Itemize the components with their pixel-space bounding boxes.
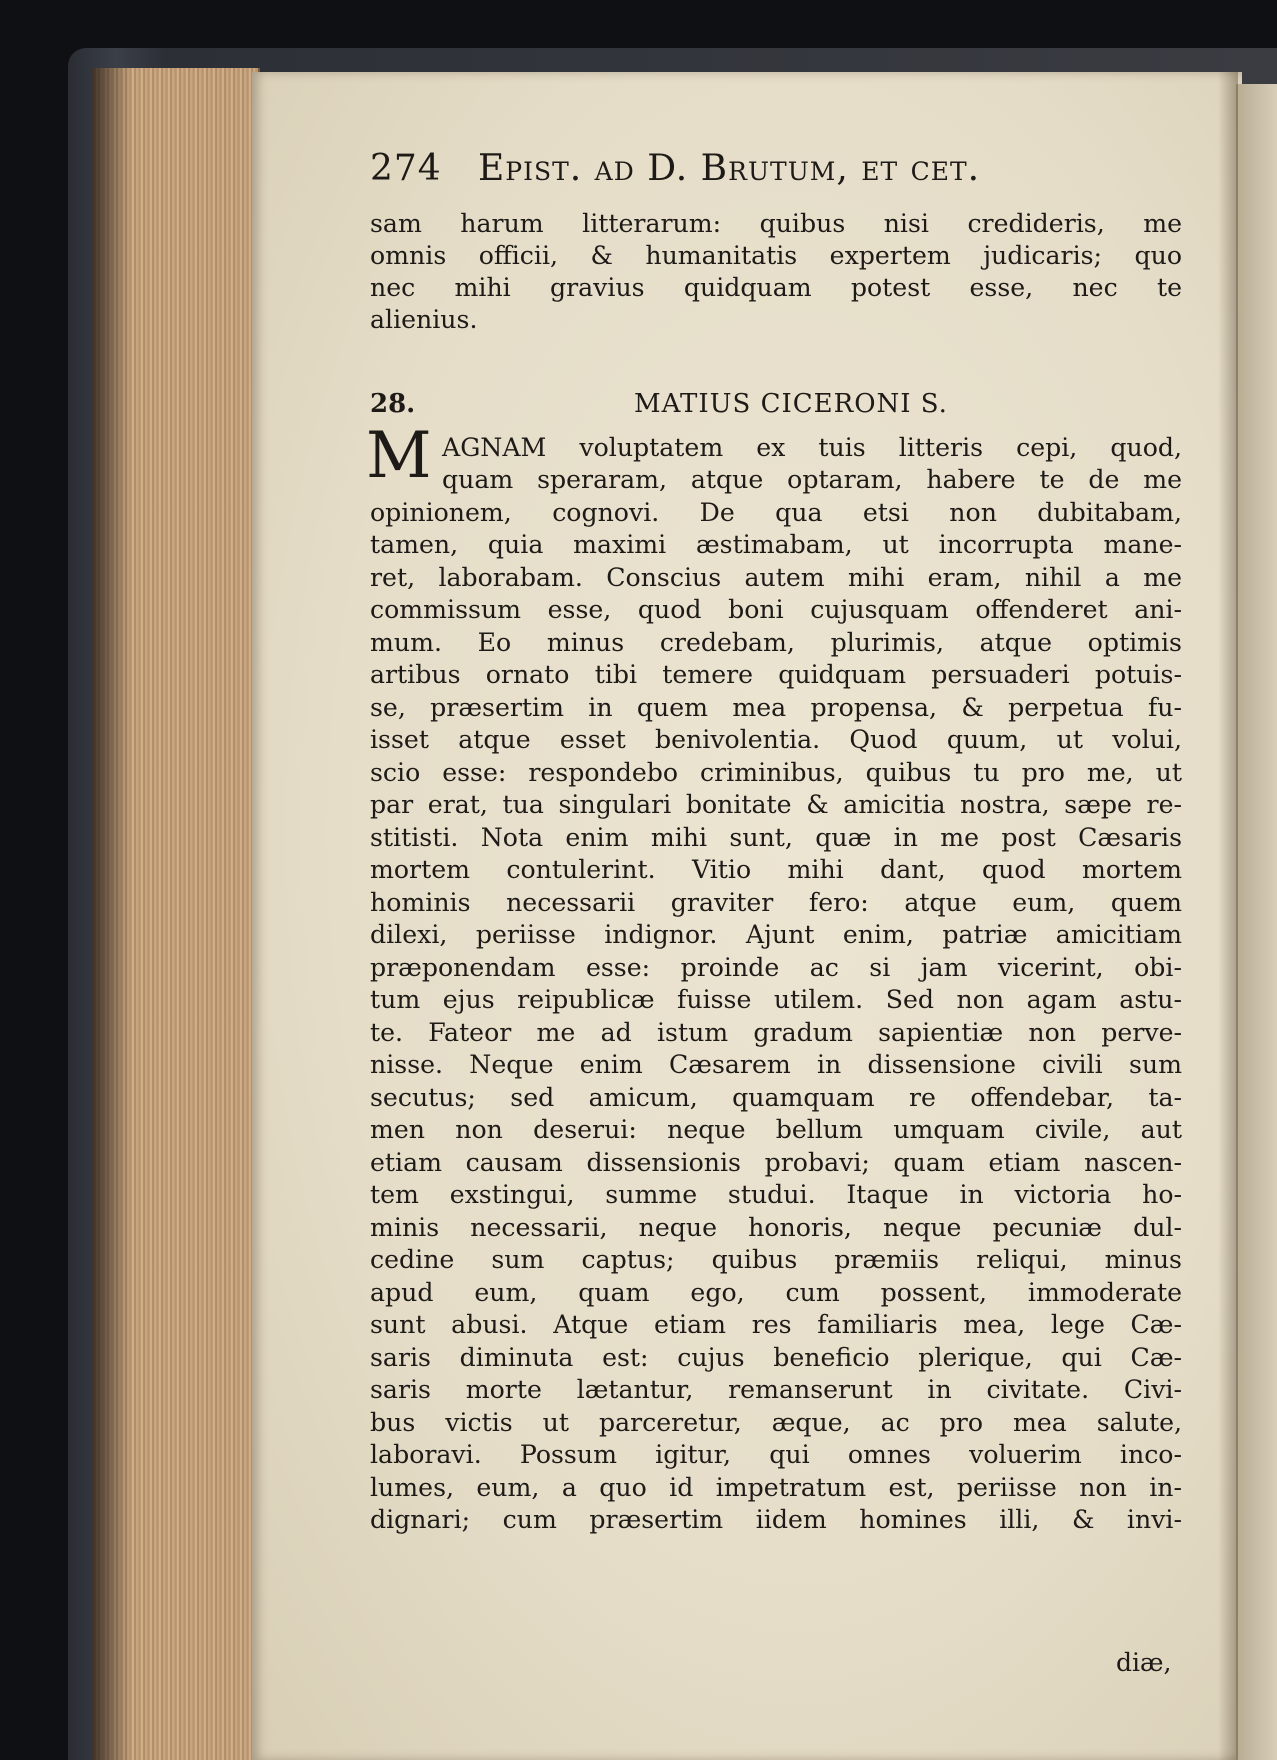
text-line: præponendam esse: proinde ac si jam vicerint, obi- — [370, 952, 1182, 982]
text-line: commissum esse, quod boni cujusquam offenderet ani- — [370, 595, 1182, 624]
text-line: etiam causam dissensionis probavi; quam etiam nascen- — [370, 1147, 1182, 1177]
page-number: 274 — [370, 148, 442, 189]
letter-heading — [370, 386, 1182, 422]
letter-first-line: AGNAM voluptatem ex tuis litteris cepi, quod, — [442, 433, 1182, 462]
text-line: apud eum, quam ego, cum possent, immoderate — [370, 1277, 1182, 1307]
text-line: se, præsertim in quem mea propensa, & perpetua fu- — [370, 692, 1182, 722]
text-line: stitisti. Nota enim mihi sunt, quæ in me post Cæsaris — [370, 822, 1182, 852]
text-line: bus victis ut parceretur, æque, ac pro mea salute, — [370, 1407, 1182, 1437]
text-line: saris morte lætantur, remanserunt in civitate. Civi- — [370, 1375, 1182, 1404]
text-line: cedine sum captus; quibus præmiis reliqui, minus — [370, 1245, 1182, 1274]
text-line: sunt abusi. Atque etiam res familiaris mea, lege Cæ- — [370, 1310, 1182, 1339]
text-line: isset atque esset benivolentia. Quod quum, ut volui, — [370, 725, 1182, 754]
text-line: artibus ornato tibi temere quidquam persuaderi potuis- — [370, 660, 1182, 689]
drop-capital: M — [366, 419, 432, 493]
running-title: Epist. ad D. Brutum, et cet. — [478, 148, 981, 189]
text-line: dilexi, periisse indignor. Ajunt enim, patriæ amicitiam — [370, 920, 1182, 949]
text-line: tem exstingui, summe studui. Itaque in victoria ho- — [370, 1180, 1182, 1209]
text-line: hominis necessarii graviter fero: atque eum, quem — [370, 887, 1182, 917]
text-line: nisse. Neque enim Cæsarem in dissensione civili sum — [370, 1050, 1182, 1079]
text-line: nec mihi gravius quidquam potest esse, nec te — [370, 273, 1182, 302]
facing-page — [1236, 84, 1277, 1760]
text-line: par erat, tua singulari bonitate & amicitia nostra, sæpe re- — [370, 790, 1182, 819]
text-line: scio esse: respondebo criminibus, quibus tu pro me, ut — [370, 757, 1182, 787]
letter-number: 28. — [370, 389, 416, 419]
letter-title: MATIUS CICERONI S. — [634, 389, 948, 419]
text-line: omnis officii, & humanitatis expertem judicaris; quo — [370, 241, 1182, 270]
text-line: dignari; cum præsertim iidem homines illi, & invi- — [370, 1505, 1182, 1534]
text-line: tum ejus reipublicæ fuisse utilem. Sed non agam astu- — [370, 985, 1182, 1014]
text-line: tamen, quia maximi æstimabam, ut incorrupta mane- — [370, 530, 1182, 559]
text-line: secutus; sed amicum, quamquam re offendebar, ta- — [370, 1082, 1182, 1112]
running-header — [370, 148, 1180, 208]
catchword: diæ, — [1116, 1648, 1172, 1677]
text-line: mum. Eo minus credebam, plurimis, atque optimis — [370, 627, 1182, 657]
text-line: te. Fateor me ad istum gradum sapientiæ non perve- — [370, 1017, 1182, 1047]
text-line: alienius. — [370, 305, 478, 334]
text-line: laboravi. Possum igitur, qui omnes voluerim inco- — [370, 1440, 1182, 1469]
text-line: saris diminuta est: cujus beneficio plerique, qui Cæ- — [370, 1342, 1182, 1372]
text-line: mortem contulerint. Vitio mihi dant, quod mortem — [370, 855, 1182, 884]
text-line: quam speraram, atque optaram, habere te de me — [442, 465, 1182, 494]
text-line: lumes, eum, a quo id impetratum est, periisse non in- — [370, 1472, 1182, 1502]
text-line: men non deserui: neque bellum umquam civile, aut — [370, 1115, 1182, 1144]
text-line: ret, laborabam. Conscius autem mihi eram, nihil a me — [370, 562, 1182, 592]
text-line: sam harum litterarum: quibus nisi credideris, me — [370, 209, 1182, 238]
page-gutter — [1218, 72, 1238, 1760]
edge-shadow — [92, 68, 132, 1760]
text-line: opinionem, cognovi. De qua etsi non dubitabam, — [370, 497, 1182, 527]
text-line: minis necessarii, neque honoris, neque pecuniæ dul- — [370, 1212, 1182, 1242]
